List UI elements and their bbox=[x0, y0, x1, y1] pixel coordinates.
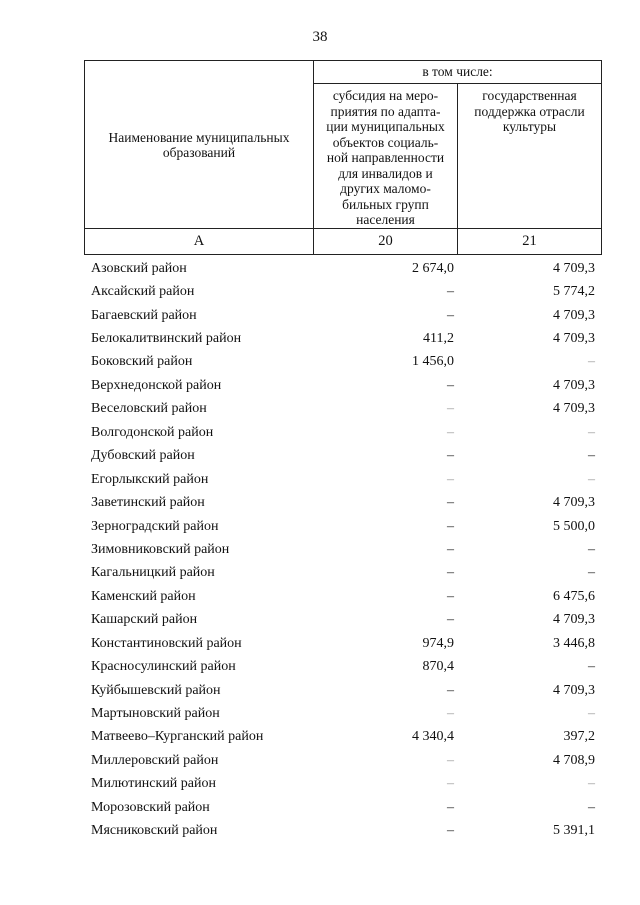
table-row bbox=[91, 655, 595, 678]
value-col-21: – bbox=[588, 471, 595, 487]
municipality-name: Боковский район bbox=[91, 354, 193, 370]
table-row bbox=[91, 609, 595, 632]
table-row bbox=[91, 421, 595, 444]
municipality-name: Мартыновский район bbox=[91, 706, 220, 722]
municipality-name: Кагальницкий район bbox=[91, 565, 215, 581]
header-line: культуры bbox=[502, 119, 557, 134]
municipality-name: Милютинский район bbox=[91, 776, 217, 792]
municipality-name: Миллеровский район bbox=[91, 752, 219, 768]
value-col-21: – bbox=[588, 424, 595, 440]
value-col-21: 5 774,2 bbox=[553, 284, 595, 300]
value-col-20: – bbox=[447, 823, 454, 839]
column-header-21 bbox=[458, 84, 602, 229]
column-header-name: Наименование муниципальных образований bbox=[85, 61, 314, 229]
value-col-21: – bbox=[588, 354, 595, 370]
table-row bbox=[91, 585, 595, 608]
municipality-name: Азовский район bbox=[91, 260, 187, 276]
header-line: приятия по адапта- bbox=[330, 103, 441, 119]
table-row bbox=[91, 374, 595, 397]
header-line: других маломо- bbox=[340, 181, 431, 196]
municipality-name: Матвеево–Курганский район bbox=[91, 729, 264, 745]
table-row bbox=[91, 820, 595, 843]
table-row bbox=[91, 632, 595, 655]
value-col-21: 4 709,3 bbox=[553, 495, 595, 511]
table-row bbox=[91, 515, 595, 538]
table-row bbox=[91, 491, 595, 514]
header-line: бильных групп bbox=[342, 196, 429, 212]
value-col-20: – bbox=[447, 682, 454, 698]
value-col-20: – bbox=[447, 307, 454, 323]
value-col-21: – bbox=[588, 541, 595, 557]
value-col-21: 397,2 bbox=[563, 729, 595, 745]
column-number-20: 20 bbox=[314, 229, 458, 255]
municipality-name: Белокалитвинский район bbox=[91, 331, 242, 347]
column-number-a: А bbox=[85, 229, 314, 255]
value-col-21: – bbox=[588, 659, 595, 675]
value-col-20: – bbox=[447, 284, 454, 300]
municipality-name: Заветинский район bbox=[91, 495, 205, 511]
value-col-20: – bbox=[447, 448, 454, 464]
table-row bbox=[91, 327, 595, 350]
table-header bbox=[84, 60, 602, 255]
municipality-name: Зимовниковский район bbox=[91, 541, 230, 557]
column-header-20 bbox=[314, 84, 458, 229]
header-line: субсидия на меро- bbox=[332, 88, 439, 103]
value-col-21: – bbox=[588, 799, 595, 815]
header-line: ции муниципальных bbox=[326, 119, 445, 134]
value-col-21: 4 709,3 bbox=[553, 377, 595, 393]
value-col-20: – bbox=[447, 706, 454, 722]
table-row bbox=[91, 257, 595, 280]
municipality-name: Зерноградский район bbox=[91, 518, 219, 534]
table-row bbox=[91, 773, 595, 796]
value-col-20: 4 340,4 bbox=[412, 729, 454, 745]
municipality-name: Багаевский район bbox=[91, 307, 197, 323]
municipality-name: Верхнедонской район bbox=[91, 377, 222, 393]
value-col-20: – bbox=[447, 799, 454, 815]
municipality-name: Дубовский район bbox=[91, 448, 195, 464]
value-col-21: 5 391,1 bbox=[553, 823, 595, 839]
table-row bbox=[91, 679, 595, 702]
header-line: для инвалидов и bbox=[338, 165, 433, 181]
table-row bbox=[91, 796, 595, 819]
value-col-21: 4 709,3 bbox=[553, 401, 595, 417]
value-col-20: – bbox=[447, 588, 454, 604]
header-line: населения bbox=[356, 212, 415, 227]
value-col-21: 6 475,6 bbox=[553, 588, 595, 604]
municipality-name: Аксайский район bbox=[91, 284, 195, 300]
table-row bbox=[91, 562, 595, 585]
table-row bbox=[91, 280, 595, 303]
value-col-20: – bbox=[447, 612, 454, 628]
table-row bbox=[91, 445, 595, 468]
value-col-20: – bbox=[447, 377, 454, 393]
header-line: поддержка отрасли bbox=[474, 103, 585, 119]
value-col-21: – bbox=[588, 565, 595, 581]
municipality-name: Егорлыкский район bbox=[91, 471, 209, 487]
value-col-21: 4 709,3 bbox=[553, 307, 595, 323]
table-row bbox=[91, 304, 595, 327]
municipality-name: Красносулинский район bbox=[91, 659, 236, 675]
table-row bbox=[91, 351, 595, 374]
value-col-21: 5 500,0 bbox=[553, 518, 595, 534]
municipality-name: Мясниковский район bbox=[91, 823, 218, 839]
table-row bbox=[91, 538, 595, 561]
value-col-20: – bbox=[447, 401, 454, 417]
header-line: государственная bbox=[482, 88, 577, 103]
value-col-21: – bbox=[588, 448, 595, 464]
column-number-21: 21 bbox=[458, 229, 602, 255]
value-col-21: 4 709,3 bbox=[553, 260, 595, 276]
value-col-20: – bbox=[447, 541, 454, 557]
value-col-20: – bbox=[447, 424, 454, 440]
value-col-20: 1 456,0 bbox=[412, 354, 454, 370]
value-col-21: 4 708,9 bbox=[553, 752, 595, 768]
value-col-21: – bbox=[588, 776, 595, 792]
value-col-21: 4 709,3 bbox=[553, 682, 595, 698]
header-line: ной направленности bbox=[326, 150, 445, 165]
value-col-21: 3 446,8 bbox=[553, 635, 595, 651]
municipality-name: Куйбышевский район bbox=[91, 682, 221, 698]
value-col-20: – bbox=[447, 495, 454, 511]
page-number: 38 bbox=[312, 29, 328, 45]
municipality-name: Константиновский район bbox=[91, 635, 242, 651]
table-row bbox=[91, 726, 595, 749]
value-col-20: 411,2 bbox=[423, 331, 454, 347]
value-col-20: – bbox=[447, 565, 454, 581]
header-line: объектов социаль- bbox=[332, 134, 439, 150]
table-row bbox=[91, 468, 595, 491]
municipality-name: Волгодонской район bbox=[91, 424, 214, 440]
value-col-21: 4 709,3 bbox=[553, 331, 595, 347]
value-col-20: 974,9 bbox=[422, 635, 454, 651]
value-col-20: 870,4 bbox=[422, 659, 454, 675]
table-row bbox=[91, 702, 595, 725]
value-col-20: – bbox=[447, 471, 454, 487]
value-col-21: 4 709,3 bbox=[553, 612, 595, 628]
table-row bbox=[91, 749, 595, 772]
table-body bbox=[91, 257, 595, 843]
municipality-name: Веселовский район bbox=[91, 401, 207, 417]
municipality-name: Каменский район bbox=[91, 588, 196, 604]
value-col-20: – bbox=[447, 518, 454, 534]
value-col-21: – bbox=[588, 706, 595, 722]
municipality-name: Кашарский район bbox=[91, 612, 198, 628]
municipality-name: Морозовский район bbox=[91, 799, 210, 815]
column-group-header: в том числе: bbox=[314, 61, 602, 84]
table-row bbox=[91, 398, 595, 421]
value-col-20: 2 674,0 bbox=[412, 260, 454, 276]
value-col-20: – bbox=[447, 776, 454, 792]
value-col-20: – bbox=[447, 752, 454, 768]
